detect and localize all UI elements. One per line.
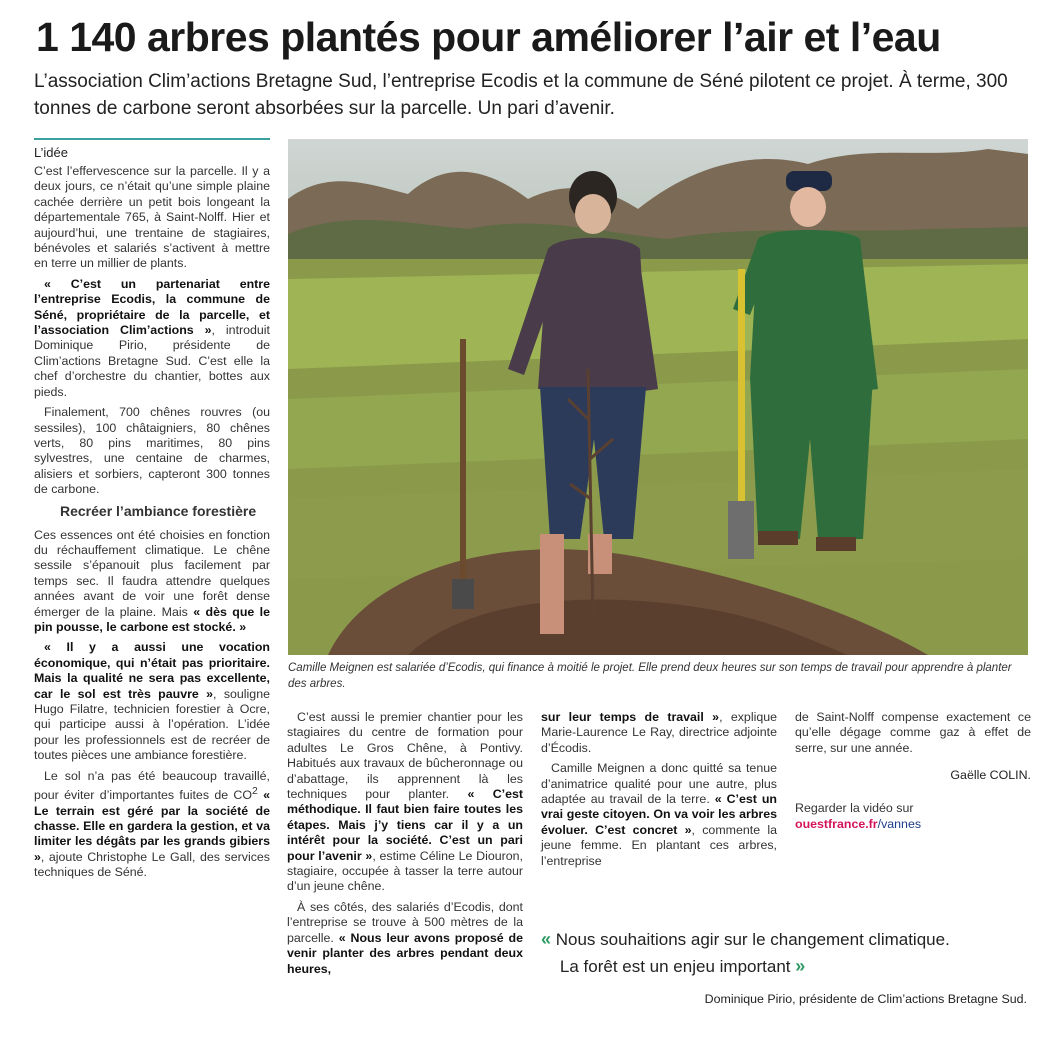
subscript-2: 2 — [252, 786, 258, 798]
headline: 1 140 arbres plantés pour améliorer l’air et l’eau — [36, 14, 941, 60]
photo-illustration — [288, 139, 1028, 655]
video-note — [795, 800, 1031, 832]
article-column-2 — [287, 710, 523, 982]
paragraph: Finalement, 700 chênes rouvres (ou sessiles), 100 châtaigniers, 80 chênes verts, 80 pins maritimes, 80 pins sylvestres, une centaine de charmes, alisiers et sorbiers, capteront 300 tonnes de carbone. — [34, 405, 270, 497]
article-column-4 — [795, 710, 1031, 832]
video-link-path[interactable]: /vannes — [877, 816, 922, 831]
paragraph — [34, 640, 270, 763]
quote-text: « Il y a aussi une vocation économique, qui n’était pas prioritaire. Mais la qualité ne sera pas excellente, car le sol est très pauvre » — [34, 640, 270, 701]
author-signature: Gaëlle COLIN. — [950, 768, 1031, 783]
rubric-label: L’idée — [34, 138, 270, 160]
video-link-site[interactable]: ouestfrance.fr — [795, 816, 878, 831]
subheading: Recréer l’ambiance forestière — [60, 502, 257, 519]
body-text: , commente la jeune femme. En plantant ces arbres, l’entreprise — [541, 822, 777, 868]
pull-quote-author: Dominique Pirio, présidente de Clim’actions Bretagne Sud. — [704, 992, 1027, 1006]
pull-quote-line-1: Nous souhaitions agir sur le changement climatique. — [555, 930, 950, 949]
paragraph — [34, 769, 270, 881]
body-text: Le sol n’a pas été beaucoup travaillé, pour éviter d’importantes fuites de CO — [34, 768, 270, 803]
article-photo — [288, 139, 1028, 655]
quote-text: « Le terrain est géré par la société de chasse. Elle en gardera la gestion, et va limiter les dégâts par les grands gibiers » — [34, 788, 270, 864]
pull-quote-line-2: La forêt est un enjeu important — [559, 957, 791, 976]
quote-text: « C’est un vrai geste citoyen. On va voir les arbres évoluer. C’est concret » — [541, 792, 777, 837]
body-text: Camille Meignen a donc quitté sa tenue d’animatrice qualité pour une autre, plus adaptée au travail de la terre. — [541, 761, 777, 807]
paragraph — [541, 761, 777, 869]
paragraph — [34, 277, 270, 400]
body-text: , introduit Dominique Pirio, présidente de Clim’actions Bretagne Sud. C’est elle la chef d’orchestre du chantier, bottes aux pieds. — [34, 323, 271, 399]
body-text: , explique Marie-Laurence Le Ray, directrice adjointe d’Écodis. — [541, 710, 777, 755]
quote-text: sur leur temps de travail » — [541, 710, 720, 724]
quote-text: « dès que le pin pousse, le carbone est stocké. » — [34, 604, 270, 634]
paragraph — [34, 528, 270, 636]
body-text: , souligne Hugo Filatre, technicien forestier à Ocre, qui participe aussi à l’opération. L’idée pour les professionnels est de recréer de toutes pièces une ambiance forestière. — [34, 686, 270, 763]
body-text: , estime Céline Le Diouron, stagiaire, occupée à tasser la terre autour d’un jeune chêne. — [287, 848, 523, 894]
body-text: Ces essences ont été choisies en fonction du réchauffement climatique. Le chêne sessile s’épanouit plus facilement par temps sec. Il faudra attendre quelques années avant de voir une forêt dense émerger de la plaine. Mais — [34, 527, 270, 619]
body-text: C’est aussi le premier chantier pour les stagiaires du centre de formation pour adultes Le Gros Chêne, à Pontivy. Habitués aux travaux de bûcheronnage ou d’abattage, ils apprennent là les techniques pour planter. — [287, 710, 523, 802]
quote-text: « Nous leur avons proposé de venir planter des arbres pendant deux heures, — [287, 930, 523, 976]
paragraph — [287, 710, 523, 895]
paragraph — [287, 900, 523, 977]
standfirst: L’association Clim’actions Bretagne Sud, l’entreprise Ecodis et la commune de Séné pilotent ce projet. À terme, 300 tonnes de carbone seront absorbées sur la parcelle. Un pari d’avenir. — [34, 71, 1008, 119]
paragraph — [541, 710, 777, 756]
paragraph: C’est l’effervescence sur la parcelle. Il y a deux jours, ce n’était qu’une simple plaine cachée derrière un petit bois longeant la départementale 765, à Saint-Nolff. Hier et aujourd’hui, une trentaine de stagiaires, bénévoles et salariés s’activent à mettre en terre un millier de plants. — [34, 164, 270, 271]
article-column-3 — [541, 710, 777, 874]
body-text: , ajoute Christophe Le Gall, des services techniques de Séné. — [34, 849, 270, 880]
quote-open-mark: « — [541, 929, 552, 949]
body-text: À ses côtés, des salariés d’Ecodis, dont l’entreprise se trouve à 500 mètres de la parcelle. — [287, 899, 523, 945]
video-note-prefix: Regarder la vidéo sur — [795, 800, 914, 815]
quote-text: « C’est méthodique. Il faut bien faire toutes les étapes. Mais j’y tiens car il y a un intérêt pour la société. C’est un pari pour l’avenir » — [287, 787, 523, 863]
article-column-1 — [34, 164, 270, 886]
paragraph: de Saint-Nolff compense exactement ce qu’elle dégage comme gaz à effet de serre, sur une année. — [795, 710, 1031, 755]
quote-close-mark: » — [795, 956, 806, 976]
quote-text: « C’est un partenariat entre l’entreprise Ecodis, la commune de Séné, propriétaire de la parcelle, et l’association Clim’actions » — [34, 276, 270, 338]
photo-caption: Camille Meignen est salariée d’Ecodis, qui finance à moitié le projet. Elle prend deux heures sur son temps de travail pour apprendre à planter des arbres. — [288, 662, 1012, 690]
pull-quote — [541, 926, 1031, 980]
